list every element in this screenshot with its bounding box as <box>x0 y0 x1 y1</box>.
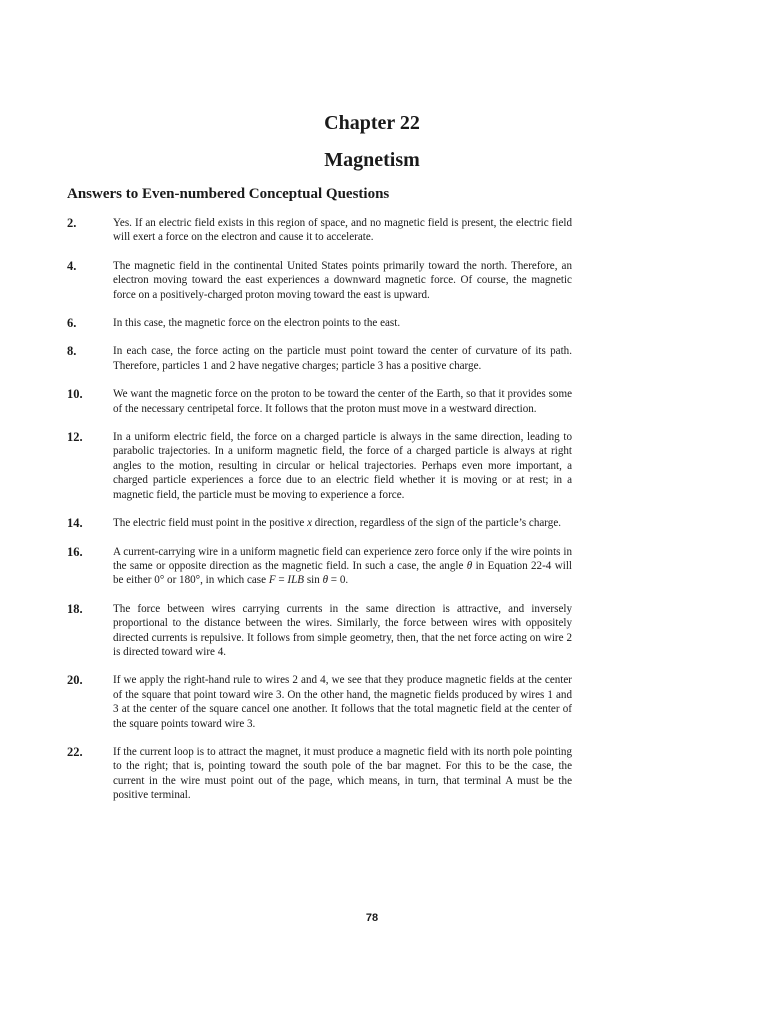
page-number: 78 <box>365 912 379 924</box>
answer-item <box>67 745 572 803</box>
answer-number: 6. <box>67 316 77 331</box>
equation-ilb: ILB <box>287 574 305 587</box>
answer-number: 12. <box>67 430 83 445</box>
answer-number: 22. <box>67 744 83 759</box>
answer-number: 2. <box>67 216 77 230</box>
answer-text: In each case, the force acting on the particle must point toward the center of curvature of its path. Therefore, particles 1 and 2 have negative charges; particle 3 has a positive charge. <box>113 345 572 372</box>
equation-force: F <box>268 574 276 587</box>
answer-number: 8. <box>67 344 77 359</box>
answer-text-part: in Equation 22-4 will be either 0° or 180°, in which case <box>113 559 572 587</box>
answer-text: In a uniform electric field, the force on a charged particle is always in the same direction, leading to parabolic trajectories. In a uniform magnetic field, the force of a charged particle is always at right angles to the motion, resulting in circular or helical trajectories. Perhaps even more important, a charged particle experiences a force due to an electric field whether it is moving or at rest; in a magnetic field, the particle must be moving to experience a force. <box>113 431 572 501</box>
answer-number: 16. <box>67 544 83 559</box>
answer-text-part: A current-carrying wire in a uniform magnetic field can experience zero force only if the wire points in the same or opposite direction as the magnetic field. In such a case, the angle <box>113 545 572 572</box>
answer-text: If we apply the right-hand rule to wires 2 and 4, we see that they produce magnetic fields at the center of the square that point toward wire 3. On the other hand, the magnetic fields produced by wires 1 and 3 at the center of the square cancel one another. It follows that the total magnetic field at the center of the square points toward wire 3. <box>113 674 572 730</box>
answer-item <box>67 387 572 416</box>
answer-text: In this case, the magnetic force on the electron points to the east. <box>113 317 401 330</box>
section-heading: Answers to Even-numbered Conceptual Questions <box>67 186 390 202</box>
answer-item <box>67 673 572 731</box>
answer-item <box>67 516 572 530</box>
equation-sin: sin <box>304 574 323 587</box>
symbol-theta: θ <box>466 559 473 572</box>
answer-number: 14. <box>67 516 83 531</box>
answer-text: We want the magnetic force on the proton to be toward the center of the Earth, so that it provides some of the necessary centripetal force. It follows that the proton must move in a westward direction. <box>113 388 572 415</box>
chapter-subject: Magnetism <box>324 149 420 171</box>
answer-item <box>67 344 572 373</box>
symbol-theta: θ <box>322 574 329 587</box>
answer-text-part: The electric field must point in the positive <box>113 517 308 530</box>
answer-item <box>67 216 572 245</box>
answer-text: Yes. If an electric field exists in this region of space, and no magnetic field is present, the electric field will exert a force on the electron and cause it to accelerate. <box>113 217 572 244</box>
variable-x: x <box>307 517 313 530</box>
answer-item <box>67 545 572 588</box>
chapter-title: Chapter 22 <box>324 112 420 134</box>
answer-text: The force between wires carrying currents in the same direction is attractive, and inversely proportional to the distance between the wires. Similarly, the force between wires with oppositely directed currents is repulsive. It follows from simple geometry, then, that the net force acting on wire 2 is directed toward wire 4. <box>113 602 572 658</box>
answer-number: 4. <box>67 258 77 273</box>
equation-equals: = <box>275 574 288 587</box>
answers-list <box>67 216 572 803</box>
answer-number: 10. <box>67 387 83 402</box>
answer-text: The magnetic field in the continental United States points primarily toward the north. Therefore, an electron moving toward the east experiences a downward magnetic force. Of course, the magnetic force on a positively-charged proton moving toward the east is upward. <box>113 259 572 301</box>
answer-item <box>67 316 572 330</box>
answer-item <box>67 602 572 660</box>
answer-item <box>67 430 572 502</box>
answer-text-part: direction, regardless of the sign of the particle’s charge. <box>312 517 562 530</box>
answer-text: If the current loop is to attract the magnet, it must produce a magnetic field with its north pole pointing to the right; that is, pointing toward the south pole of the bar magnet. For this to be the case, the current in the wire must point out of the page, which means, in turn, that terminal A must be the positive terminal. <box>113 745 572 802</box>
answer-number: 18. <box>67 601 83 616</box>
equation-end: = 0. <box>328 574 349 587</box>
answer-number: 20. <box>67 673 83 688</box>
answer-item <box>67 259 572 302</box>
